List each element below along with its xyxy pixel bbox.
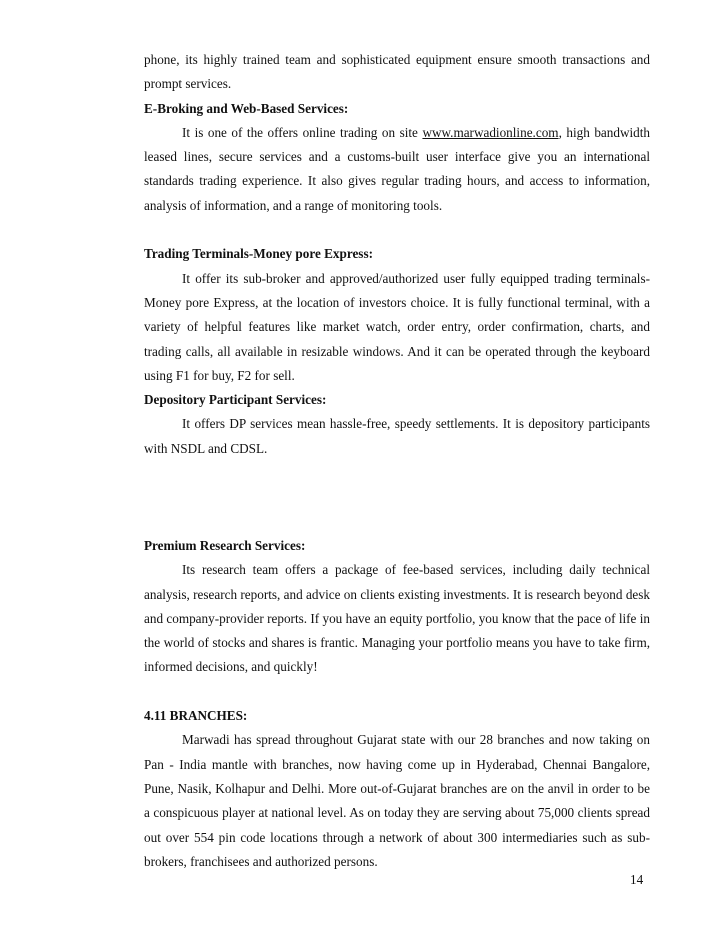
ebroking-text-before-link: It is one of the offers online trading on site xyxy=(182,124,423,140)
ebroking-heading: E-Broking and Web-Based Services: xyxy=(144,100,349,116)
marwadi-online-link[interactable]: www.marwadionline.com xyxy=(422,124,559,140)
spacer xyxy=(144,461,650,534)
branches-heading: 4.11 BRANCHES: xyxy=(144,708,248,724)
trading-terminals-heading: Trading Terminals-Money pore Express: xyxy=(144,246,373,262)
depository-heading: Depository Participant Services: xyxy=(144,392,327,408)
intro-paragraph: phone, its highly trained team and sophisticated equipment ensure smooth transactions and prompt services. xyxy=(144,52,650,92)
premium-research-paragraph: Its research team offers a package of fee-based services, including daily technical analysis, research reports, and advice on clients existing investments. It is research beyond desk and company-provider reports. If you have an equity portfolio, you know that the pace of life in the world of stocks and shares is frantic. Managing your portfolio means you have to take firm, informed decisions, and quickly! xyxy=(144,562,650,675)
page-number: 14 xyxy=(630,872,644,887)
ebroking-paragraph xyxy=(144,121,650,218)
spacer xyxy=(144,218,650,242)
trading-terminals-paragraph: It offer its sub-broker and approved/authorized user fully equipped trading terminals-Money pore Express, at the location of investors choice. It is fully functional terminal, with a variety of helpful features like market watch, order entry, order confirmation, charts, and trading calls, all available in resizable windows. And it can be operated through the keyboard using F1 for buy, F2 for sell. xyxy=(144,270,650,383)
ebroking-text-after-link: , high bandwidth leased lines, secure services and a customs-built user interface give you an international standards trading experience. It also gives regular trading hours, and access to information, analysis of information, and a range of monitoring tools. xyxy=(144,124,650,213)
spacer xyxy=(144,680,650,704)
premium-research-heading: Premium Research Services: xyxy=(144,537,306,553)
document-page xyxy=(144,48,650,874)
branches-paragraph: Marwadi has spread throughout Gujarat state with our 28 branches and now taking on Pan - India mantle with branches, now having come up in Hyderabad, Chennai Bangalore, Pune, Nasik, Kolhapur and Delhi. More out-of-Gujarat branches are on the anvil in order to be a conspicuous player at national level. As on today they are serving about 75,000 clients spread out over 554 pin code locations through a network of about 300 intermediaries such as sub-brokers, franchisees and authorized persons. xyxy=(144,732,650,869)
depository-paragraph: It offers DP services mean hassle-free, speedy settlements. It is depository participants with NSDL and CDSL. xyxy=(144,416,650,456)
